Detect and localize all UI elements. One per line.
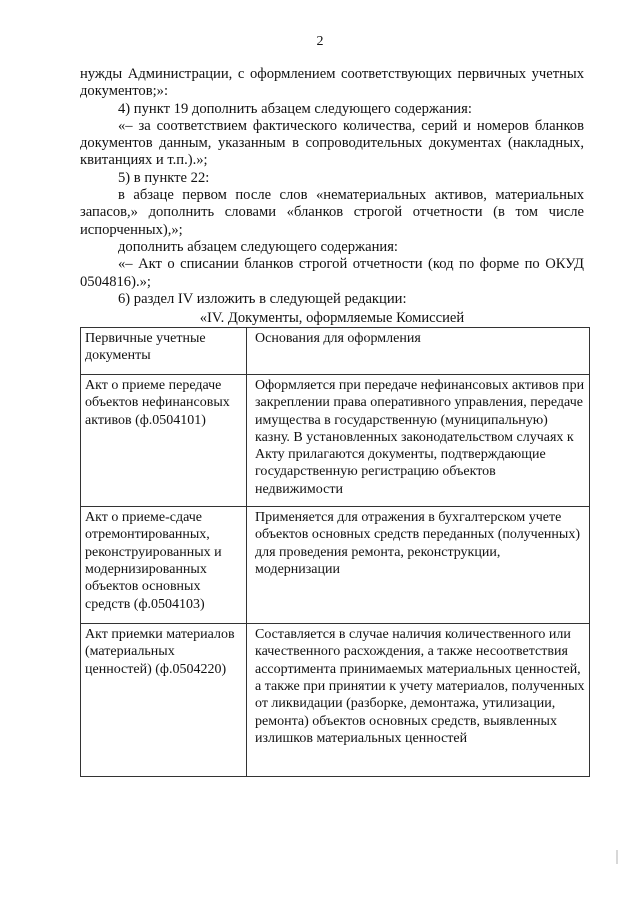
table-header-cell: Основания для оформления — [247, 328, 590, 375]
document-cell: Акт о приеме передаче объектов нефинансовых активов (ф.0504101) — [81, 375, 247, 507]
paragraph: «– Акт о списании бланков строгой отчетности (код по форме по ОКУД 0504816).»; — [80, 256, 584, 290]
table-header-row — [81, 328, 590, 375]
table-row — [81, 375, 590, 507]
section-title: «IV. Документы, оформляемые Комиссией — [199, 310, 465, 326]
page-number: 2 — [316, 34, 324, 49]
basis-cell: Составляется в случае наличия количественного или качественного расхождения, а также несоответствия ассортимента принимаемых материальных ценностей, а также при принятии к учету материалов, полученных от ликвидации (разборке, демонтажа, утилизации, ремонта) объектов основных средств, выявленных излишков материальных ценностей — [247, 624, 590, 777]
paragraph: 5) в пункте 22: — [118, 169, 210, 186]
paragraph: 4) пункт 19 дополнить абзацем следующего содержания: — [118, 100, 472, 117]
paragraph: 6) раздел IV изложить в следующей редакции: — [118, 290, 407, 307]
table-row — [81, 507, 590, 624]
basis-cell: Применяется для отражения в бухгалтерском учете объектов основных средств переданных (полученных) для проведения ремонта, реконструкции, модернизации — [247, 507, 590, 624]
paragraph: «– за соответствием фактического количества, серий и номеров бланков документов данным, указанным в сопроводительных документах (накладных, квитанциях и т.п.).»; — [80, 117, 584, 169]
basis-cell: Оформляется при передаче нефинансовых активов при закреплении права оперативного управления, передаче имущества в государственную (муниципальную) казну. В установленных законодательством случаях к Акту прилагаются документы, подтверждающие государственную регистрацию объектов недвижимости — [247, 375, 590, 507]
paragraph: дополнить абзацем следующего содержания: — [118, 238, 398, 255]
scan-mark — [616, 850, 618, 864]
documents-table — [80, 327, 590, 777]
document-cell: Акт приемки материалов (материальных ценностей) (ф.0504220) — [81, 624, 247, 777]
body-text — [80, 66, 584, 308]
table-header-cell: Первичные учетные документы — [81, 328, 247, 375]
document-cell: Акт о приеме-сдаче отремонтированных, реконструированных и модернизированных объектов основных средств (ф.0504103) — [81, 507, 247, 624]
paragraph: в абзаце первом после слов «нематериальных активов, материальных запасов,» дополнить словами «бланков строгой отчетности (в том числе испорченных),»; — [80, 187, 584, 238]
paragraph: нужды Администрации, с оформлением соответствующих первичных учетных документов;»: — [80, 66, 584, 100]
table-row — [81, 624, 590, 777]
